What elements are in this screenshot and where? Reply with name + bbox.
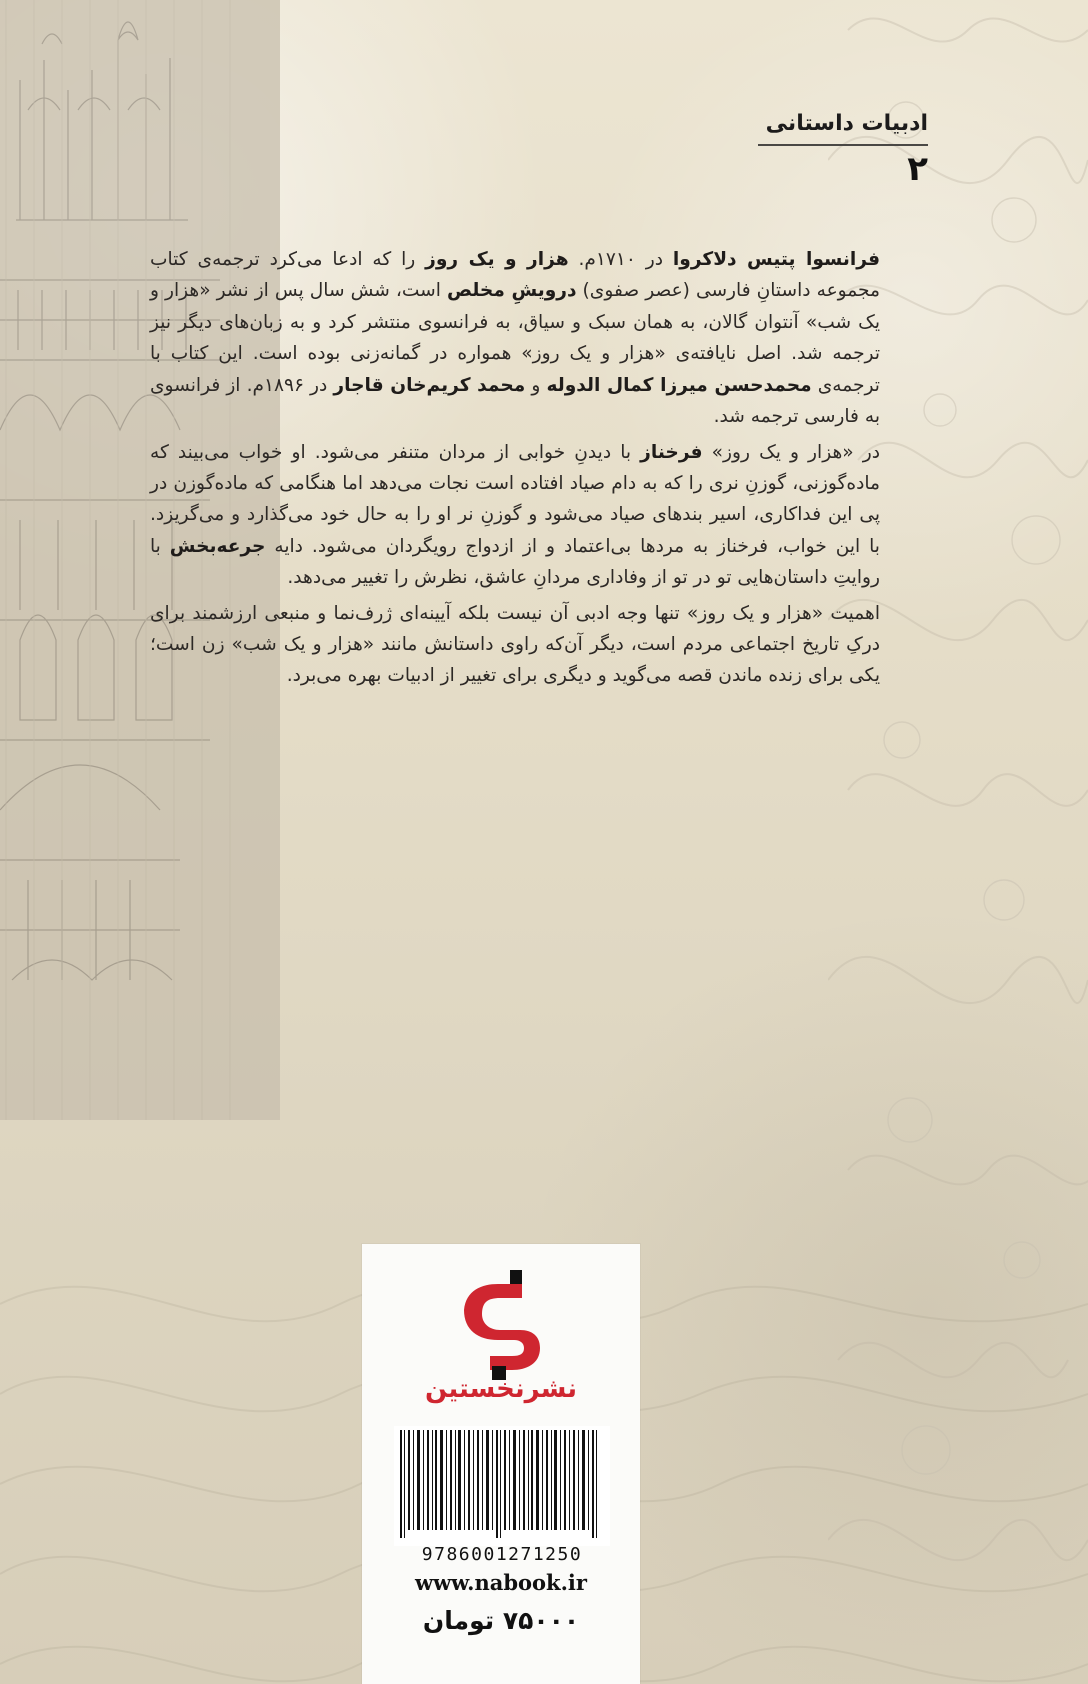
- paragraph-1-segment-2: در ۱۷۱۰م.: [568, 249, 673, 270]
- paragraph-3-segment-1: اهمیت «هزار و یک روز» تنها وجه ادبی آن نیست بلکه آیینه‌ای ژرف‌نما و منبعی ارزشمند برای درکِ تاریخ اجتماعی مردم است، دیگر آن‌که راوی داستانش مانند «هزار و یک شب» زن است؛ یکی برای زنده ماندن قصه می‌گوید و دیگری برای تغییر از ادبیات بهره می‌برد.: [150, 602, 880, 687]
- publisher-name: نشرنخستین: [425, 1374, 577, 1404]
- description-paragraph-3: [150, 598, 880, 692]
- paragraph-1-segment-8: و: [525, 374, 547, 396]
- paragraph-1-segment-10: در ۱۸۹۶م. از فرانسوی به فارسی ترجمه شد.: [150, 374, 880, 428]
- paragraph-2-segment-1: در «هزار و یک روز»: [702, 441, 880, 463]
- book-price: ۷۵۰۰۰ تومان: [422, 1606, 580, 1635]
- paragraph-2-segment-5: با روایتِ داستان‌هایی تو در تو از وفاداری مردانِ عاشق، نظرش را تغییر می‌دهد.: [150, 535, 880, 589]
- paragraph-2-segment-2: فرخناز: [640, 441, 703, 463]
- isbn-barcode: [394, 1426, 610, 1570]
- paragraph-2-segment-3: با دیدنِ خوابی از مردان متنفر می‌شود. او خواب می‌بیند که ماده‌گوزنی، گوزنِ نری را که به دام صیاد افتاده است نجات می‌دهد اما هنگامی که ماده‌گوزن در پی این فداکاری، اسیر بندهای صیاد می‌شود و گوزنِ نر او را به حال خود می‌گذارد و می‌گریزد. با این خواب، فرخناز به مردها بی‌اعتماد و از ازدواج رویگردان می‌شود. دایه: [150, 441, 880, 557]
- publisher-logo-icon: [448, 1262, 552, 1380]
- series-number: ۲: [907, 149, 928, 190]
- paragraph-1-segment-4: را که ادعا می‌کرد ترجمه‌ی کتاب مجموعه داستانِ فارسی (عصر صفوی): [150, 249, 880, 302]
- paragraph-1-segment-1: فرانسوا پتیس دلاکروا: [672, 249, 880, 270]
- series-title: ادبیات داستانی: [758, 112, 928, 146]
- paragraph-1-segment-3: هزار و یک روز: [425, 249, 569, 270]
- description-paragraph-1: [150, 244, 880, 433]
- paragraph-1-segment-7: محمدحسن میرزا کمال الدوله: [546, 374, 812, 396]
- paragraph-1-segment-6: است، شش سال پس از نشر «هزار و یک شب» آنتوان گالان، به همان سبک و سیاق، به فرانسوی منتشر کرد و به زبان‌های دیگر نیز ترجمه شد. اصل نایافته‌ی «هزار و یک روز» همواره در گمانه‌زنی بوده است. این کتاب با ترجمه‌ی: [150, 280, 880, 396]
- barcode-icon: [394, 1426, 610, 1546]
- description-paragraph-2: [150, 437, 880, 594]
- barcode-number: 9786001271250: [421, 1544, 583, 1565]
- publisher-label: [362, 1244, 640, 1684]
- back-cover-description: [150, 244, 880, 696]
- paragraph-1-segment-5: درویشِ مخلص: [446, 280, 577, 302]
- paragraph-1-segment-9: محمد کریم‌خان قاجار: [333, 374, 526, 396]
- series-header: [758, 111, 928, 190]
- paragraph-2-segment-4: جرعه‌بخش: [169, 535, 266, 557]
- publisher-website[interactable]: www.nabook.ir: [415, 1570, 587, 1595]
